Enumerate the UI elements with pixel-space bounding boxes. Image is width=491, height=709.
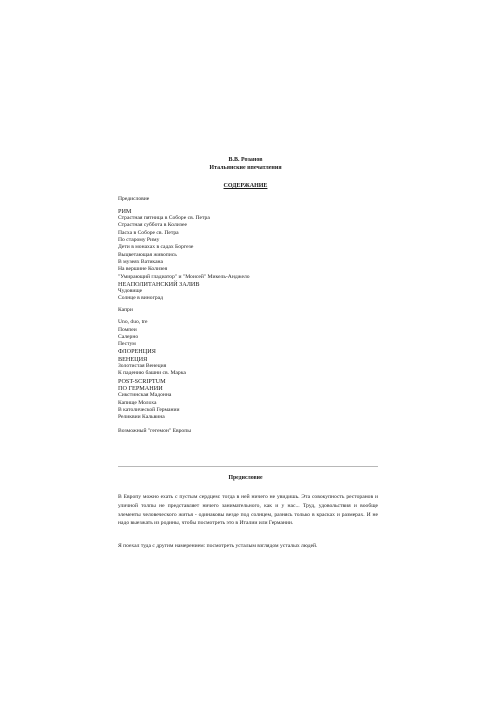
toc-item[interactable]: Пестум — [118, 341, 136, 348]
toc-section[interactable]: НЕАПОЛИТАНСКИЙ ЗАЛИВ — [118, 280, 200, 288]
toc-item[interactable]: Uno, duo, tre — [118, 319, 148, 326]
toc-item[interactable]: Реликвии Кальвина — [118, 414, 165, 421]
toc-item[interactable]: "Умирающий гладиатор" и "Моисей" Микель-Анджело — [118, 273, 250, 280]
toc-item[interactable]: Сикстинская Мадонна — [118, 392, 172, 399]
book-title: Итальянские впечатления — [209, 165, 282, 171]
toc-item[interactable]: К падению башни св. Марка — [118, 370, 186, 377]
toc-item[interactable]: Солнце в виноград — [118, 295, 163, 302]
toc-item[interactable]: Предисловие — [118, 196, 150, 202]
table-of-contents — [118, 196, 378, 435]
toc-section[interactable]: ПО ГЕРМАНИИ — [118, 384, 163, 392]
toc-item[interactable]: В музеях Ватикана — [118, 258, 164, 265]
toc-item[interactable]: Чудовище — [118, 288, 143, 295]
toc-item[interactable]: Помпеи — [118, 326, 137, 333]
toc-item[interactable]: Страстная пятница в Соборе св. Петра — [118, 215, 210, 222]
toc-item[interactable]: Капри — [118, 307, 133, 314]
section-divider — [118, 466, 378, 467]
toc-item[interactable]: Дети в монахах в садах Боргезе — [118, 244, 194, 251]
toc-item[interactable]: В католической Германии — [118, 406, 180, 413]
contents-heading: СОДЕРЖАНИЕ — [223, 183, 268, 189]
toc-section[interactable]: РИМ — [118, 207, 132, 215]
toc-item[interactable]: Страстная суббота в Колизее — [118, 222, 187, 229]
toc-item[interactable]: Золотистая Венеция — [118, 363, 167, 370]
preface-paragraph: В Европу можно ехать с пустым сердцем: тогда в ней ничего не увидишь. Эта совокупность ресторанов и уличной толпы не представляет ничего занимательного, как и у нас... Труд, удовольствия и вообще элементы человеческого житья - одинаковы везде под солнцем, разнясь только в красках и размерах. И не надо выезжать из родины, чтобы посмотреть это в Италии или Германии. — [118, 494, 378, 527]
author-name: В.В. Розанов — [228, 157, 263, 163]
preface-paragraph: Я поехал туда с другим намерением: посмотреть усталым взглядом усталых людей. — [118, 543, 318, 549]
toc-item[interactable]: Капище Молоха — [118, 399, 157, 406]
toc-section[interactable]: ВЕНЕЦИЯ — [118, 355, 148, 363]
toc-section[interactable]: POST-SCRIPTUM — [118, 377, 166, 385]
toc-item[interactable]: Выцветающая живопись — [118, 251, 177, 258]
preface-heading: Предисловие — [228, 475, 263, 481]
toc-item[interactable]: Салерно — [118, 333, 139, 340]
toc-item[interactable]: Возможный "гегемон" Европы — [118, 427, 191, 434]
toc-section[interactable]: ФЛОРЕНЦИЯ — [118, 348, 156, 356]
toc-item[interactable]: На вершине Колизея — [118, 266, 168, 273]
toc-item[interactable]: По старому Риму — [118, 237, 160, 244]
toc-item[interactable]: Пасха в Соборе св. Петра — [118, 229, 179, 236]
